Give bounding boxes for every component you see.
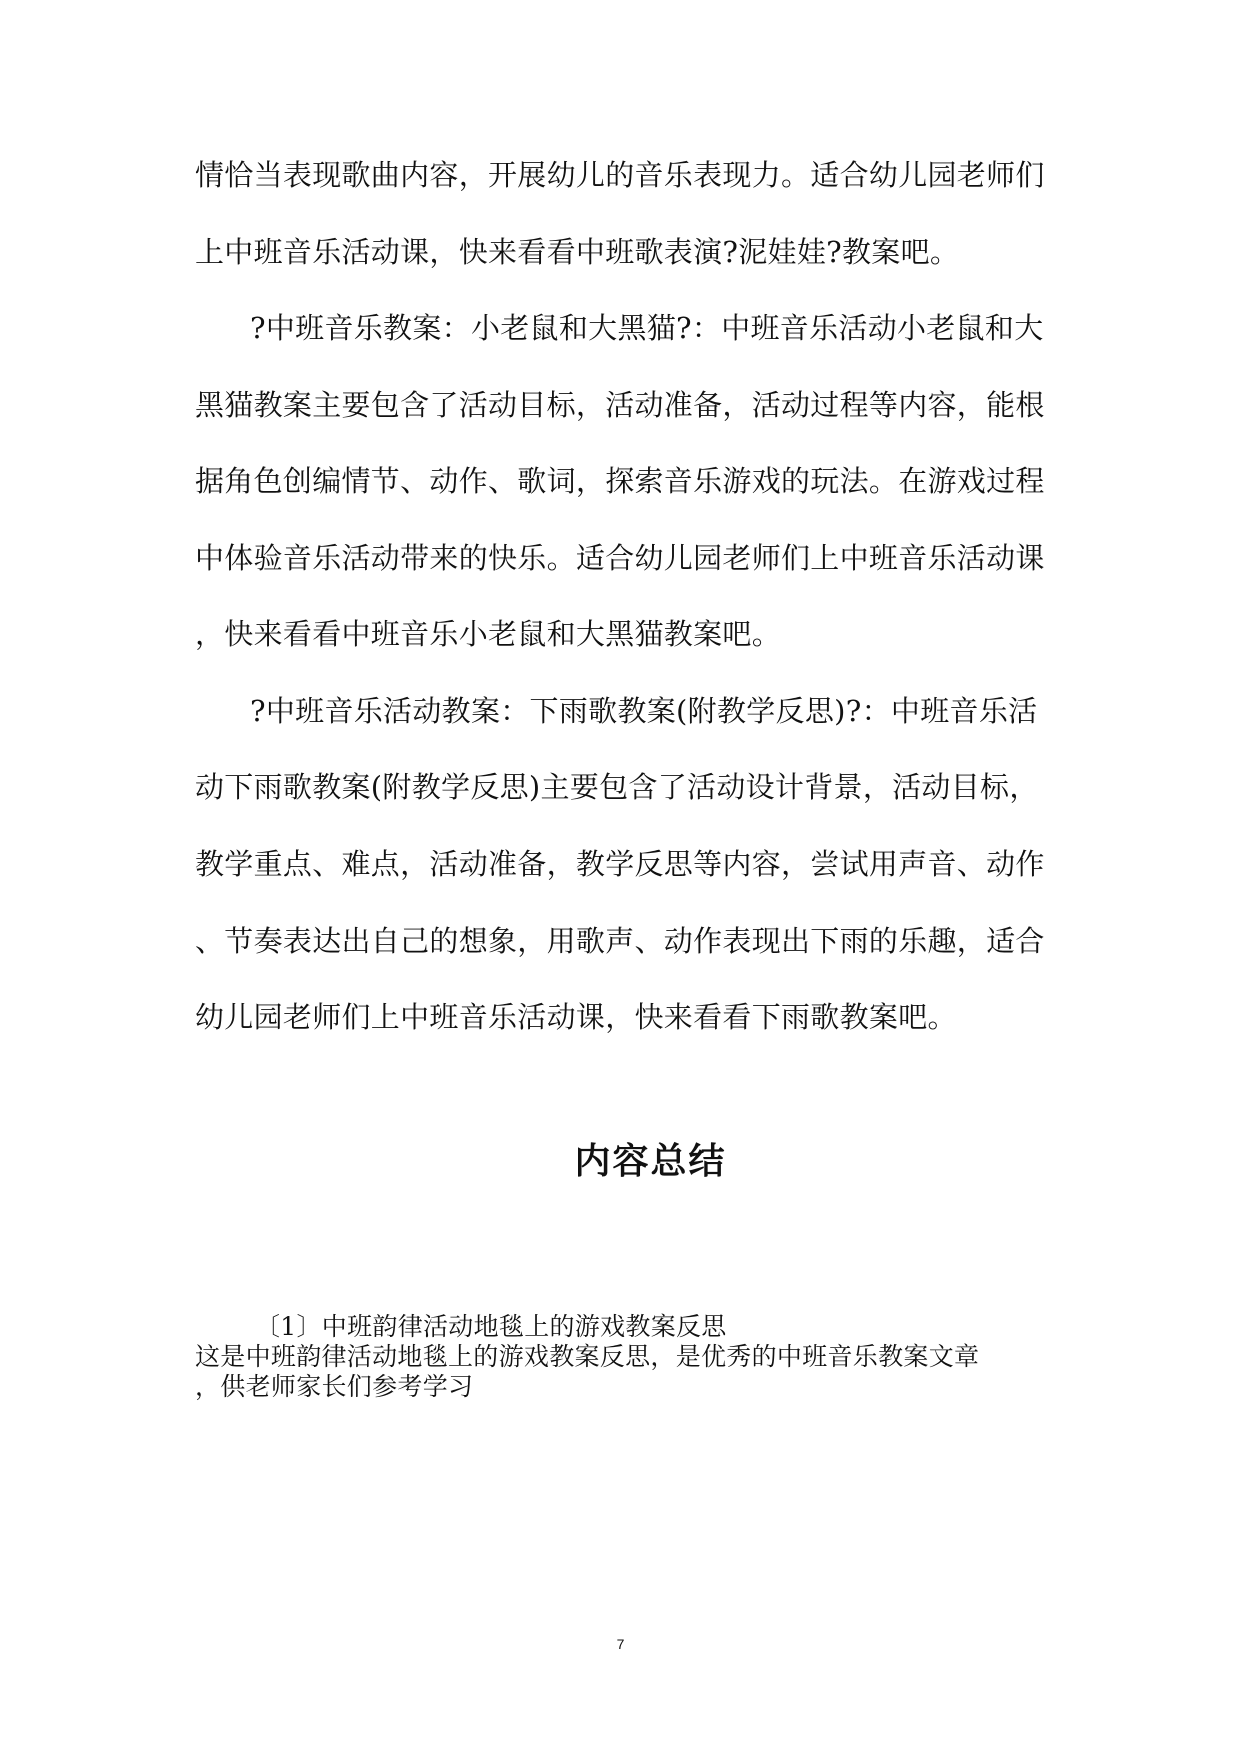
paragraph-rain-song-line-5: 幼儿园老师们上中班音乐活动课，快来看看下雨歌教案吧。 [195, 1000, 957, 1034]
paragraph-mouse-cat-line-3: 据角色创编情节、动作、歌词，探索音乐游戏的玩法。在游戏过程 [195, 464, 1045, 498]
paragraph-rain-song-line-1: ?中班音乐活动教案：下雨歌教案(附教学反思)?：中班音乐活 [250, 694, 1038, 728]
paragraph-mouse-cat-line-5: ，快来看看中班音乐小老鼠和大黑猫教案吧。 [195, 617, 782, 651]
summary-title: 内容总结 [574, 1141, 727, 1182]
paragraph-mouse-cat-line-2: 黑猫教案主要包含了活动目标，活动准备，活动过程等内容，能根 [195, 388, 1045, 422]
paragraph-rain-song-line-4: 、节奏表达出自己的想象，用歌声、动作表现出下雨的乐趣，适合 [195, 924, 1045, 958]
body-line-2: 上中班音乐活动课，快来看看中班歌表演?泥娃娃?教案吧。 [195, 235, 960, 269]
paragraph-mouse-cat-line-1: ?中班音乐教案：小老鼠和大黑猫?：中班音乐活动小老鼠和大 [250, 311, 1044, 345]
paragraph-rain-song-line-2: 动下雨歌教案(附教学反思)主要包含了活动设计背景，活动目标， [195, 770, 1039, 804]
paragraph-rain-song-line-3: 教学重点、难点，活动准备，教学反思等内容，尝试用声音、动作 [195, 847, 1045, 881]
paragraph-mouse-cat-line-4: 中体验音乐活动带来的快乐。适合幼儿园老师们上中班音乐活动课 [195, 541, 1045, 575]
summary-item-heading: 〔1〕中班韵律活动地毯上的游戏教案反思 [255, 1312, 727, 1341]
page-number: 7 [616, 1636, 625, 1652]
summary-item-line-2: ，供老师家长们参考学习 [195, 1372, 474, 1401]
summary-item-line-1: 这是中班韵律活动地毯上的游戏教案反思，是优秀的中班音乐教案文章 [195, 1342, 980, 1371]
body-line-1: 情恰当表现歌曲内容，开展幼儿的音乐表现力。适合幼儿园老师们 [195, 158, 1045, 192]
